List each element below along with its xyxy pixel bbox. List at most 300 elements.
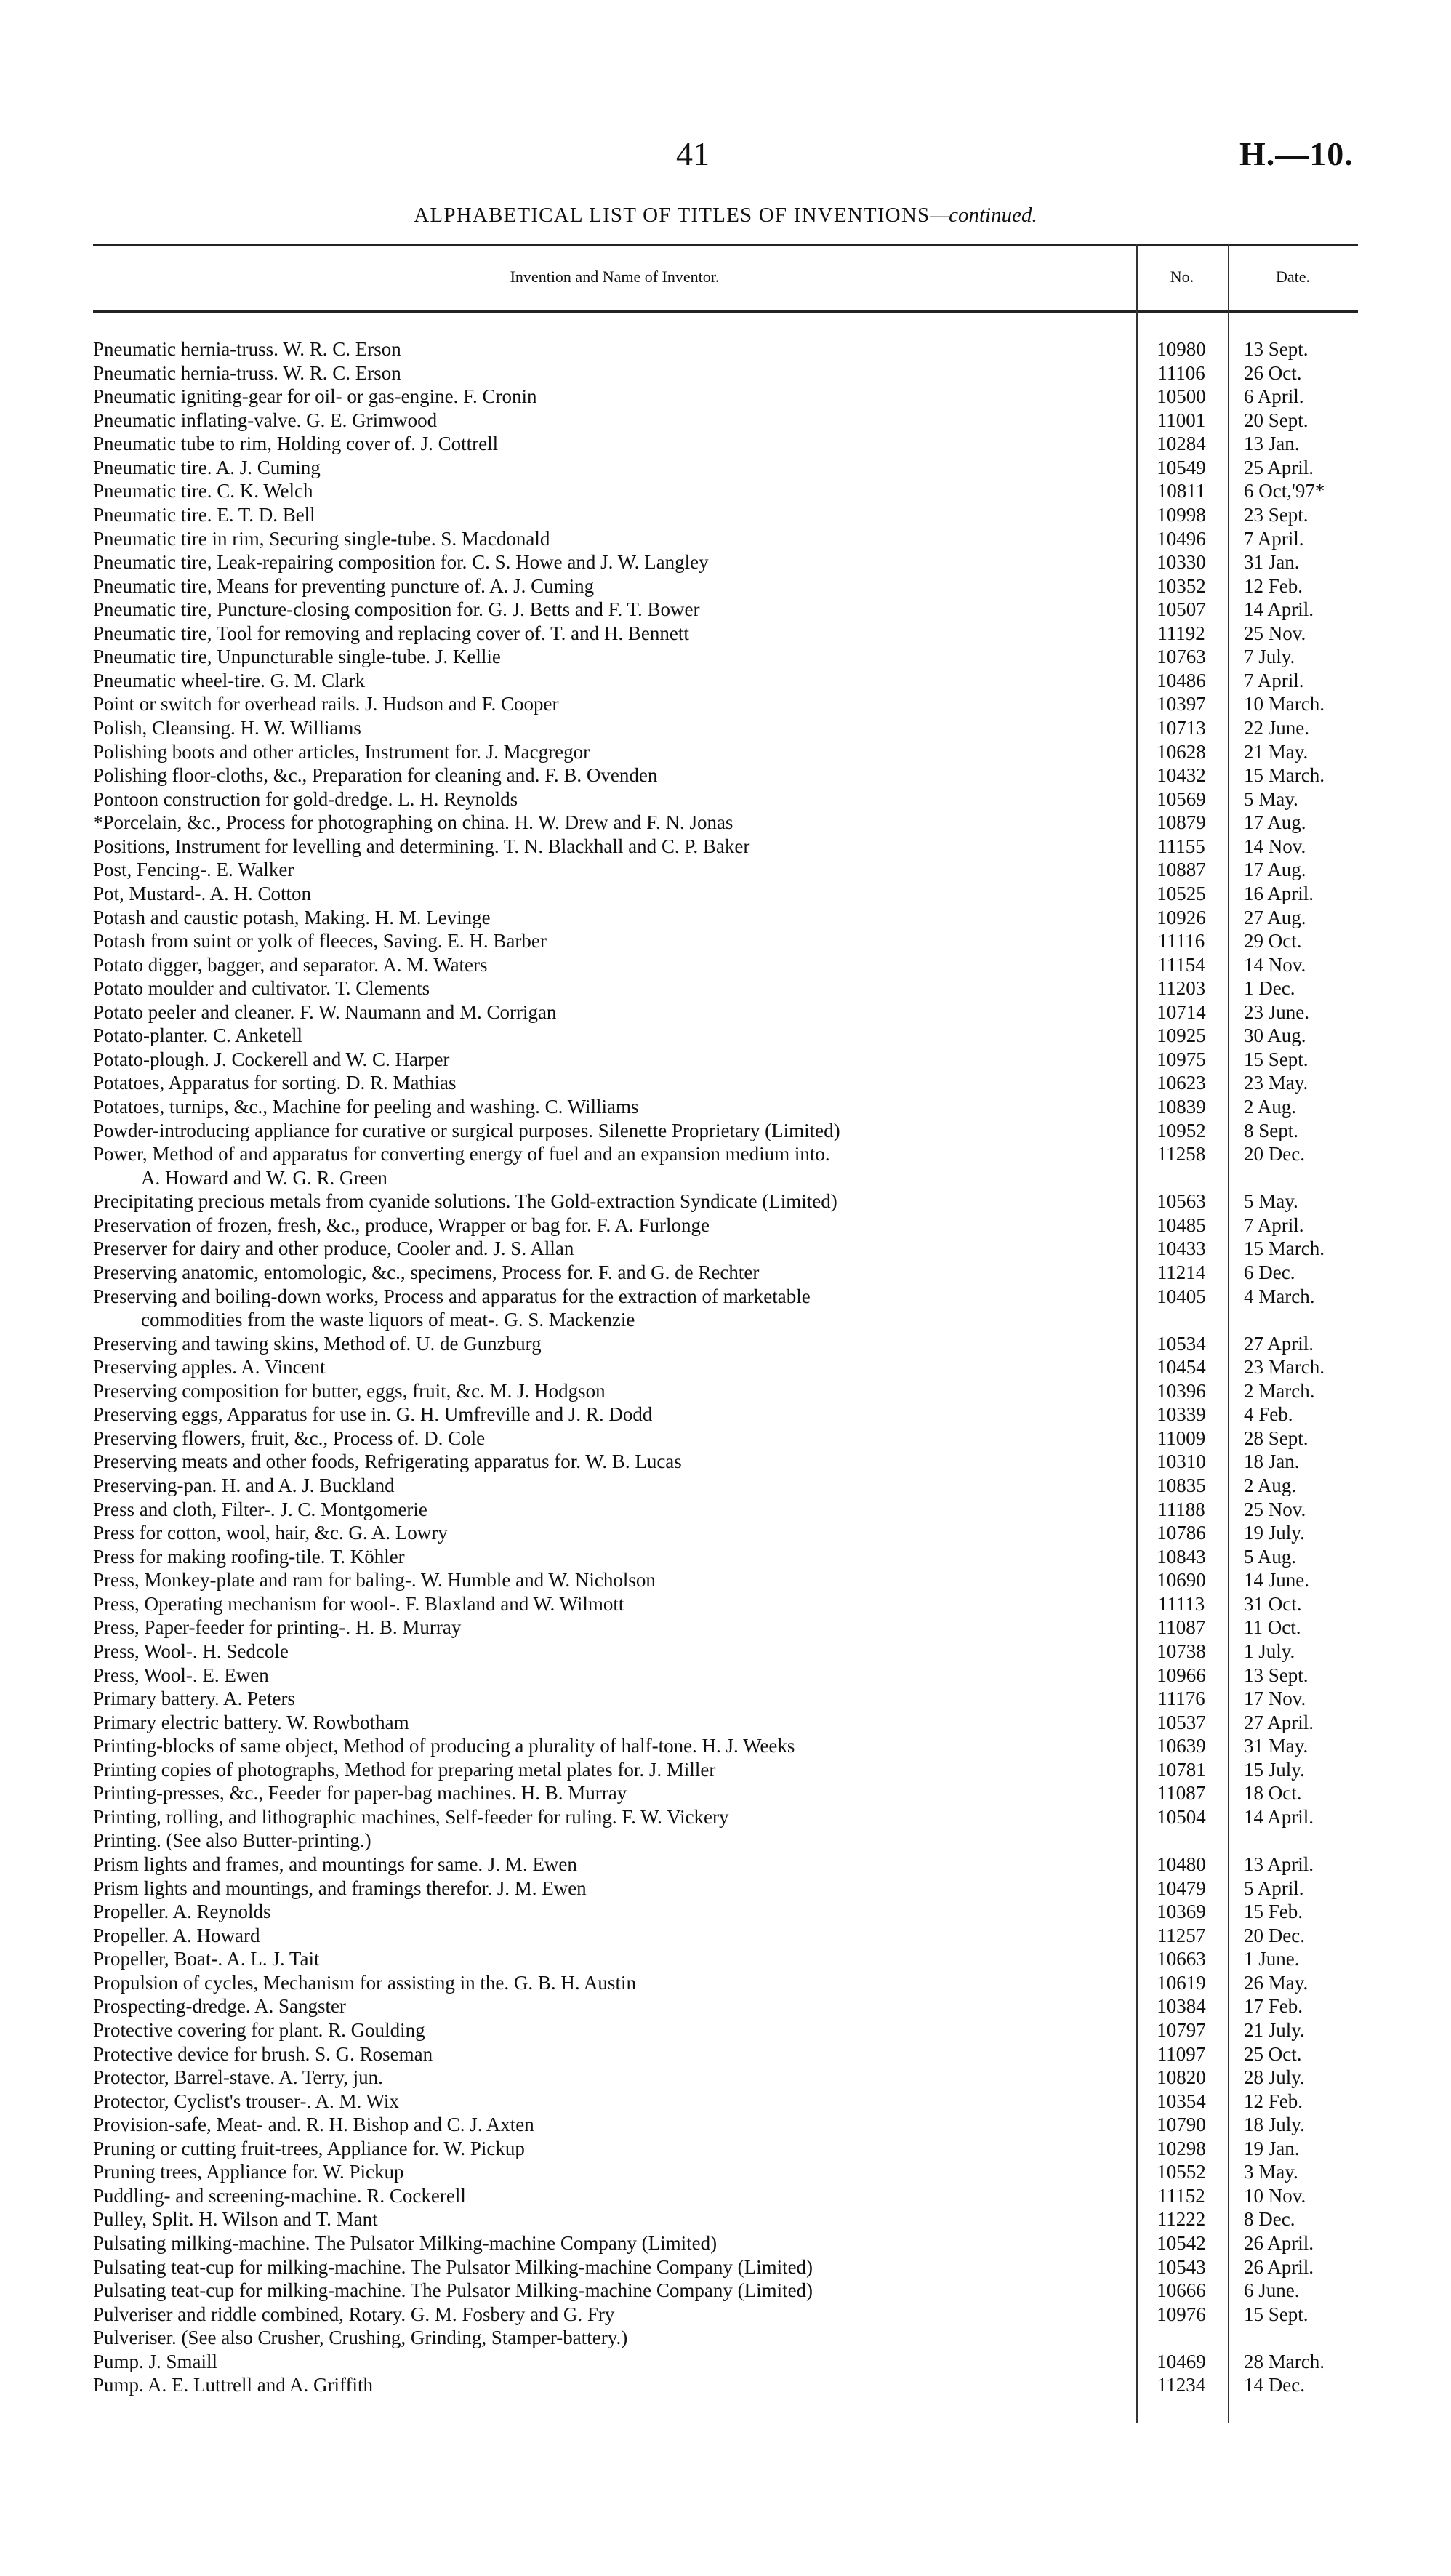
application-date: 31 Oct. [1244,1592,1302,1615]
patent-number: 10713 [1157,717,1206,739]
patent-number: 10781 [1157,1758,1206,1781]
invention-title: Pneumatic tire, Means for preventing puncture of. A. J. Cuming [93,574,595,597]
application-date: 17 Feb. [1244,1995,1303,2018]
invention-title: Preserving apples. A. Vincent [93,1356,326,1379]
application-date: 14 April. [1244,598,1314,621]
table-row [93,2231,1358,2255]
table-row [93,1971,1358,1995]
patent-number: 10486 [1157,669,1206,691]
table-row [93,1664,1358,1688]
application-date: 29 Oct. [1244,930,1302,952]
patent-number: 11097 [1157,2042,1206,2065]
patent-number: 11222 [1157,2208,1206,2231]
application-date: 23 May. [1244,1072,1309,1094]
invention-title: Propeller. A. Howard [93,1924,260,1946]
invention-title: Pontoon construction for gold-dredge. L. H. Reynolds [93,787,518,810]
application-date: 12 Feb. [1244,2090,1303,2112]
invention-title: Preserving-pan. H. and A. J. Buckland [93,1474,395,1496]
table-row [93,692,1358,716]
invention-title: Propeller, Boat-. A. L. J. Tait [93,1948,320,1970]
application-date: 1 July. [1244,1640,1295,1662]
patent-number: 10552 [1157,2161,1206,2183]
application-date: 5 May. [1244,787,1298,810]
table-header-rule [93,310,1358,313]
application-date: 6 Oct,'97* [1244,480,1325,502]
invention-title: Pneumatic tire. C. K. Welch [93,480,313,502]
patent-number: 10405 [1157,1285,1206,1307]
patent-number: 10666 [1157,2279,1206,2302]
table-row [93,1498,1358,1522]
table-row [93,763,1358,787]
application-date: 17 Aug. [1244,811,1306,834]
table-row [93,2160,1358,2184]
application-date: 12 Feb. [1244,574,1303,597]
invention-title: Pneumatic inflating-valve. G. E. Grimwood [93,409,438,431]
invention-title: Preserving composition for butter, eggs, fruit, &c. M. J. Hodgson [93,1379,606,1402]
table-top-rule [93,244,1358,246]
table-row [93,1687,1358,1711]
application-date: 15 Feb. [1244,1901,1303,1923]
patent-number: 10786 [1157,1522,1206,1544]
table-row [93,1994,1358,2018]
application-date: 31 May. [1244,1735,1309,1757]
invention-title: Pneumatic wheel-tire. G. M. Clark [93,669,366,691]
application-date: 17 Nov. [1244,1688,1306,1710]
table-row [93,479,1358,503]
table-row [93,1521,1358,1545]
invention-title: Press, Operating mechanism for wool-. F. Blaxland and W. Wilmott [93,1592,624,1615]
application-date: 26 Oct. [1244,361,1302,384]
patent-number: 10790 [1157,2114,1206,2136]
table-row [93,1900,1358,1924]
invention-title: Puddling- and screening-machine. R. Cockerell [93,2184,466,2207]
application-date: 1 Dec. [1244,977,1295,1000]
table-row [93,2066,1358,2090]
application-date: 2 Aug. [1244,1096,1297,1118]
patent-number: 10619 [1157,1971,1206,1994]
table-row [93,906,1358,930]
invention-title: Prospecting-dredge. A. Sangster [93,1995,346,2018]
invention-title: Pump. A. E. Luttrell and A. Griffith [93,2374,373,2396]
invention-title: Polishing floor-cloths, &c., Preparation for cleaning and. F. B. Ovenden [93,764,658,787]
table-row [93,1237,1358,1261]
table-row [93,645,1358,669]
table-row [93,2018,1358,2042]
application-date: 21 July. [1244,2018,1305,2041]
patent-number: 10369 [1157,1901,1206,1923]
invention-title: Positions, Instrument for levelling and determining. T. N. Blackhall and C. P. Baker [93,835,750,857]
application-date: 20 Sept. [1244,409,1309,431]
application-date: 5 May. [1244,1190,1298,1213]
invention-title: Press, Monkey-plate and ram for baling-. W. Humble and W. Nicholson [93,1569,656,1592]
application-date: 15 March. [1244,764,1325,787]
patent-number: 11192 [1157,622,1205,644]
patent-number: 10339 [1157,1403,1206,1426]
invention-title: Pneumatic tire, Tool for removing and replacing cover of. T. and H. Bennett [93,622,689,644]
application-date: 18 Jan. [1244,1450,1300,1473]
patent-number: 10479 [1157,1877,1206,1899]
application-date: 21 May. [1244,740,1309,763]
patent-number: 11214 [1157,1261,1206,1283]
invention-title: Press, Paper-feeder for printing-. H. B. Murray [93,1616,462,1639]
invention-title: Press for making roofing-tile. T. Köhler [93,1545,405,1568]
patent-number: 10298 [1157,2137,1206,2159]
table-row [93,1071,1358,1095]
application-date: 7 April. [1244,1213,1304,1236]
table-row [93,2303,1358,2327]
application-date: 26 April. [1244,2255,1314,2278]
invention-title: Power, Method of and apparatus for converting energy of fuel and an expansion medium into. A. Howard and W. G. R. Green [93,1142,1125,1189]
patent-number: 10563 [1157,1190,1206,1213]
invention-title: Primary battery. A. Peters [93,1688,295,1710]
application-date: 31 Jan. [1244,551,1300,574]
patent-number: 10952 [1157,1119,1206,1141]
invention-title: Pulveriser and riddle combined, Rotary. G. M. Fosbery and G. Fry [93,2303,615,2325]
invention-title: Preservation of frozen, fresh, &c., produce, Wrapper or bag for. F. A. Furlonge [93,1213,710,1236]
patent-number: 10926 [1157,906,1206,928]
table-row [93,976,1358,1000]
application-date: 13 April. [1244,1853,1314,1875]
table-row [93,1616,1358,1640]
patent-number: 10569 [1157,787,1206,810]
application-date: 3 May. [1244,2161,1298,2183]
invention-title: Printing, rolling, and lithographic machines, Self-feeder for ruling. F. W. Vickery [93,1805,729,1828]
application-date: 13 Sept. [1244,338,1309,360]
patent-number: 11087 [1157,1782,1206,1805]
table-row [93,1450,1358,1474]
patent-number: 10998 [1157,503,1206,526]
patent-number: 10469 [1157,2350,1206,2372]
patent-number: 10663 [1157,1948,1206,1970]
invention-title: Pneumatic tire, Puncture-closing composition for. G. J. Betts and F. T. Bower [93,598,700,621]
patent-number: 10738 [1157,1640,1206,1662]
patent-number: 10980 [1157,338,1206,360]
table-row [93,2350,1358,2374]
patent-number: 10310 [1157,1450,1206,1473]
application-date: 17 Aug. [1244,859,1306,881]
table-row [93,716,1358,740]
application-date: 13 Sept. [1244,1664,1309,1686]
patent-number: 10354 [1157,2090,1206,2112]
invention-title: Post, Fencing-. E. Walker [93,859,294,881]
patent-number: 11152 [1157,2184,1205,2207]
application-date: 25 April. [1244,456,1314,478]
application-date: 2 Aug. [1244,1474,1297,1496]
invention-title: Pneumatic tire, Unpuncturable single-tube. J. Kellie [93,646,501,668]
invention-title: Preserving and boiling-down works, Process and apparatus for the extraction of marketable commodities from the waste liquors of meat-. G. S. Mackenzie [93,1285,1125,1332]
table-row [93,1877,1358,1901]
patent-number: 10887 [1157,859,1206,881]
table-row [93,1048,1358,1072]
patent-number: 10537 [1157,1711,1206,1733]
patent-number: 10628 [1157,740,1206,763]
table-row [93,835,1358,859]
table-row [93,2326,1358,2350]
application-date: 7 April. [1244,527,1304,550]
application-date: 4 Feb. [1244,1403,1293,1426]
application-date: 8 Sept. [1244,1119,1299,1141]
table-row [93,1024,1358,1048]
table-row [93,2255,1358,2279]
application-date: 16 April. [1244,882,1314,904]
column-header-number: No. [1170,268,1194,286]
patent-number: 10284 [1157,433,1206,455]
table-row [93,1261,1358,1285]
application-date: 23 March. [1244,1356,1325,1379]
patent-number: 11176 [1157,1688,1205,1710]
application-date: 7 July. [1244,646,1295,668]
table-row [93,1853,1358,1877]
application-date: 23 June. [1244,1000,1309,1023]
application-date: 10 March. [1244,693,1325,715]
invention-title: Potato moulder and cultivator. T. Clements [93,977,430,1000]
table-row [93,1332,1358,1356]
patent-number: 11258 [1157,1143,1206,1165]
application-date: 6 Dec. [1244,1261,1295,1283]
application-date: 8 Dec. [1244,2208,1295,2231]
table-row [93,1758,1358,1782]
application-date: 14 June. [1244,1569,1309,1592]
table-row [93,456,1358,480]
invention-title: Point or switch for overhead rails. J. Hudson and F. Cooper [93,693,559,715]
patent-number: 10496 [1157,527,1206,550]
application-date: 15 March. [1244,1237,1325,1260]
table-row [93,337,1358,361]
invention-title: Potato peeler and cleaner. F. W. Naumann and M. Corrigan [93,1000,557,1023]
patent-number: 10690 [1157,1569,1206,1592]
invention-title: Protector, Cyclist's trouser-. A. M. Wix [93,2090,399,2112]
patent-number: 11106 [1157,361,1205,384]
invention-title: Protective device for brush. S. G. Roseman [93,2042,433,2065]
table-row [93,361,1358,385]
invention-title: Pneumatic tire. A. J. Cuming [93,456,321,478]
invention-title: Protector, Barrel-stave. A. Terry, jun. [93,2066,383,2089]
table-row [93,1924,1358,1948]
list-heading-suffix: —continued. [930,204,1037,227]
patent-number: 10843 [1157,1545,1206,1568]
patent-number: 10975 [1157,1048,1206,1070]
table-row [93,1379,1358,1403]
table-row [93,1545,1358,1569]
application-date: 14 April. [1244,1805,1314,1828]
patent-number: 10542 [1157,2232,1206,2254]
patent-number: 11155 [1157,835,1205,857]
patent-number: 10763 [1157,646,1206,668]
application-date: 25 Oct. [1244,2042,1302,2065]
invention-title: Provision-safe, Meat- and. R. H. Bishop and C. J. Axten [93,2114,534,2136]
application-date: 6 June. [1244,2279,1300,2302]
patent-number: 10330 [1157,551,1206,574]
patent-number: 11113 [1157,1592,1205,1615]
application-date: 26 April. [1244,2232,1314,2254]
table-row [93,1142,1358,1189]
column-header-invention: Invention and Name of Inventor. [510,268,720,286]
application-date: 14 Nov. [1244,953,1306,976]
invention-title: Preserving anatomic, entomologic, &c., specimens, Process for. F. and G. de Rechter [93,1261,760,1283]
application-date: 2 March. [1244,1379,1315,1402]
invention-title: Pneumatic hernia-truss. W. R. C. Erson [93,361,401,384]
invention-title: Printing-presses, &c., Feeder for paper-bag machines. H. B. Murray [93,1782,627,1805]
application-date: 28 Sept. [1244,1427,1309,1449]
application-date: 11 Oct. [1244,1616,1301,1639]
invention-title: Printing copies of photographs, Method for preparing metal plates for. J. Miller [93,1758,716,1781]
application-date: 15 Sept. [1244,1048,1309,1070]
table-row [93,598,1358,622]
patent-number: 10811 [1157,480,1206,502]
invention-title: Pot, Mustard-. A. H. Cotton [93,882,312,904]
patent-number: 10976 [1157,2303,1206,2325]
application-date: 15 July. [1244,1758,1305,1781]
application-date: 5 April. [1244,1877,1304,1899]
application-date: 18 July. [1244,2114,1305,2136]
invention-title: Pneumatic tire. E. T. D. Bell [93,503,315,526]
invention-title: Pulveriser. (See also Crusher, Crushing, Grinding, Stamper-battery.) [93,2327,628,2349]
patent-number: 11203 [1157,977,1206,1000]
patent-number: 11154 [1157,953,1205,976]
invention-title-continuation: commodities from the waste liquors of meat-. G. S. Mackenzie [141,1309,635,1331]
table-row [93,1734,1358,1758]
invention-title: Primary electric battery. W. Rowbotham [93,1711,409,1733]
table-row [93,622,1358,646]
application-date: 19 July. [1244,1522,1305,1544]
patent-number: 10820 [1157,2066,1206,2089]
table-row [93,858,1358,882]
patent-number: 11257 [1157,1924,1206,1946]
list-heading-title: ALPHABETICAL LIST OF TITLES OF INVENTIONS [414,204,931,227]
application-date: 13 Jan. [1244,433,1300,455]
invention-title: Pruning or cutting fruit-trees, Appliance for. W. Pickup [93,2137,525,2159]
invention-title: Polishing boots and other articles, Instrument for. J. Macgregor [93,740,590,763]
application-date: 18 Oct. [1244,1782,1302,1805]
application-date: 26 May. [1244,1971,1309,1994]
table-row [93,1711,1358,1735]
patent-number: 10507 [1157,598,1206,621]
application-date: 27 April. [1244,1332,1314,1355]
table-row [93,1829,1358,1853]
application-date: 5 Aug. [1244,1545,1297,1568]
invention-title: Potatoes, Apparatus for sorting. D. R. Mathias [93,1072,457,1094]
application-date: 1 June. [1244,1948,1300,1970]
invention-title: Pneumatic tire in rim, Securing single-tube. S. Macdonald [93,527,550,550]
patent-number: 10714 [1157,1000,1206,1023]
invention-title: Potatoes, turnips, &c., Machine for peeling and washing. C. Williams [93,1096,639,1118]
patent-number: 10384 [1157,1995,1206,2018]
patent-number: 10534 [1157,1332,1206,1355]
invention-title: Potato-plough. J. Cockerell and W. C. Harper [93,1048,450,1070]
invention-title: Pulsating milking-machine. The Pulsator Milking-machine Company (Limited) [93,2232,718,2254]
table-row [93,2279,1358,2303]
invention-title: Press for cotton, wool, hair, &c. G. A. Lowry [93,1522,448,1544]
table-row [93,2042,1358,2066]
patent-number: 10549 [1157,456,1206,478]
table-row [93,574,1358,598]
application-date: 28 March. [1244,2350,1325,2372]
patent-number: 11087 [1157,1616,1206,1639]
table-row [93,1781,1358,1805]
table-row [93,1947,1358,1971]
invention-title-continuation: A. Howard and W. G. R. Green [141,1166,387,1189]
table-row [93,787,1358,811]
invention-title: Potato digger, bagger, and separator. A. M. Waters [93,953,488,976]
patent-number: 10797 [1157,2018,1206,2041]
invention-title: Printing-blocks of same object, Method of producing a plurality of half-tone. H. J. Weeks [93,1735,795,1757]
list-heading [0,204,1451,228]
patent-number: 10879 [1157,811,1206,834]
invention-title: Propulsion of cycles, Mechanism for assisting in the. G. B. H. Austin [93,1971,636,1994]
invention-title: Potash from suint or yolk of fleeces, Saving. E. H. Barber [93,930,547,952]
patent-number: 10396 [1157,1379,1206,1402]
table-row [93,2137,1358,2161]
table-row [93,882,1358,906]
application-date: 20 Dec. [1244,1924,1305,1946]
patent-number: 10835 [1157,1474,1206,1496]
table-row [93,1285,1358,1332]
table-row [93,2113,1358,2137]
invention-title: Propeller. A. Reynolds [93,1901,271,1923]
application-date: 19 Jan. [1244,2137,1300,2159]
application-date: 7 April. [1244,669,1304,691]
table-row [93,929,1358,953]
application-date: 23 Sept. [1244,503,1309,526]
invention-title: Pneumatic tube to rim, Holding cover of. J. Cottrell [93,433,499,455]
table-row [93,1119,1358,1143]
application-date: 15 Sept. [1244,2303,1309,2325]
invention-title: Protective covering for plant. R. Goulding [93,2018,425,2041]
patent-number: 10454 [1157,1356,1206,1379]
patent-number: 10639 [1157,1735,1206,1757]
invention-title: Pulsating teat-cup for milking-machine. The Pulsator Milking-machine Company (Limited) [93,2255,813,2278]
invention-title: Prism lights and frames, and mountings for same. J. M. Ewen [93,1853,577,1875]
table-row [93,409,1358,433]
invention-title: Pump. J. Smaill [93,2350,218,2372]
application-date: 4 March. [1244,1285,1315,1307]
patent-number: 10504 [1157,1805,1206,1828]
patent-number: 11009 [1157,1427,1206,1449]
inventions-table-body [93,337,1358,2397]
application-date: 28 July. [1244,2066,1305,2089]
patent-number: 10623 [1157,1072,1206,1094]
patent-number: 11116 [1157,930,1205,952]
table-row [93,550,1358,574]
patent-number: 10925 [1157,1024,1206,1047]
table-row [93,953,1358,977]
application-date: 14 Dec. [1244,2374,1305,2396]
invention-title: Pneumatic tire, Leak-repairing composition for. C. S. Howe and J. W. Langley [93,551,709,574]
invention-title: Precipitating precious metals from cyanide solutions. The Gold-extraction Syndicate (Limited) [93,1190,837,1213]
invention-title: Preserving eggs, Apparatus for use in. G. H. Umfreville and J. R. Dodd [93,1403,653,1426]
application-date: 27 Aug. [1244,906,1306,928]
invention-title: Preserver for dairy and other produce, Cooler and. J. S. Allan [93,1237,574,1260]
column-header-date: Date. [1275,268,1311,286]
table-row [93,1592,1358,1616]
patent-number: 10543 [1157,2255,1206,2278]
table-row [93,527,1358,551]
table-row [93,1474,1358,1498]
application-date: 27 April. [1244,1711,1314,1733]
invention-title: Printing. (See also Butter-printing.) [93,1829,371,1852]
invention-title: Pruning trees, Appliance for. W. Pickup [93,2161,404,2183]
patent-number: 10500 [1157,385,1206,408]
application-date: 30 Aug. [1244,1024,1306,1047]
invention-title: *Porcelain, &c., Process for photographing on china. H. W. Drew and F. N. Jonas [93,811,733,834]
patent-number: 10432 [1157,764,1206,787]
invention-title: Prism lights and mountings, and framings therefor. J. M. Ewen [93,1877,587,1899]
patent-number: 10525 [1157,882,1206,904]
application-date: 14 Nov. [1244,835,1306,857]
table-row [93,432,1358,456]
table-row [93,1403,1358,1427]
page-number: 41 [676,135,710,172]
